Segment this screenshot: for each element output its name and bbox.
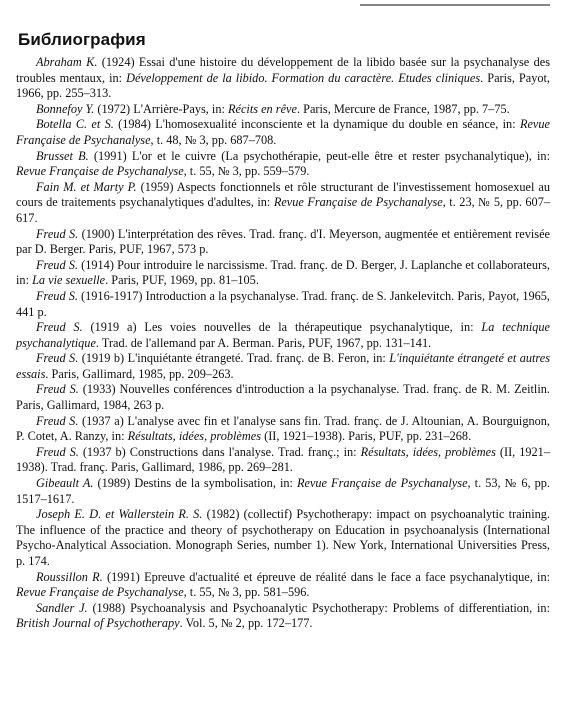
entry-author: Freud S. bbox=[36, 320, 83, 335]
bibliography-entry bbox=[16, 476, 550, 507]
entry-text: (1937 b) Constructions dans l'analyse. Trad. franç.; in: bbox=[78, 444, 361, 459]
entry-source-title: Revue Française de Psychanalyse bbox=[16, 164, 184, 179]
entry-author: Brusset B. bbox=[36, 148, 89, 163]
bibliography-entry bbox=[16, 227, 550, 258]
bibliography-entry bbox=[16, 149, 550, 180]
bibliography-entry bbox=[16, 414, 550, 445]
entry-author: Joseph E. D. et Wallerstein R. S. bbox=[36, 507, 203, 522]
entry-text: (1916-1917) Introduction a la psychanalyse. Trad. franç. de S. Jankelevitch. Paris, Payot, 1965, 441 p. bbox=[16, 288, 550, 319]
entry-source-title: Récits en rêve bbox=[227, 101, 297, 116]
entry-text: (1900) L'interprétation des rêves. Trad. franç. d'I. Meyerson, augmentée et entièrement revisée par D. Berger. Paris, PUF, 1967, 573 p. bbox=[16, 226, 550, 257]
bibliography-entry bbox=[16, 289, 550, 320]
bibliography-entry bbox=[16, 180, 550, 227]
entry-text-end: . Paris, Mercure de France, 1987, pp. 7–75. bbox=[296, 101, 510, 116]
entry-text: (1972) L'Arrière-Pays, in: bbox=[94, 101, 228, 116]
entry-author: Freud S. bbox=[36, 257, 78, 272]
entry-text: (1937 a) L'analyse avec fin et l'analyse sans fin. Trad. franç. de J. Altounian, A. Bourguignon, P. Cotet, A. Ranzy, in: bbox=[16, 413, 550, 444]
entry-author: Freud S. bbox=[36, 226, 79, 241]
top-rule bbox=[360, 4, 550, 10]
entry-author: Freud S. bbox=[36, 351, 79, 366]
entry-source-title: Revue Française de Psychanalyse bbox=[296, 476, 468, 491]
entry-text: (1919 b) L'inquiétante étrangeté. Trad. franç. de B. Feron, in: bbox=[78, 351, 390, 366]
entry-text-end: (II, 1921–1938). Trad. franç. Paris, Gallimard, 1986, pp. 269–281. bbox=[16, 444, 550, 475]
entry-text-end: . Vol. 5, № 2, pp. 172–177. bbox=[179, 616, 313, 631]
bibliography-entry bbox=[16, 102, 550, 118]
entry-text-end: . Paris, PUF, 1969, pp. 81–105. bbox=[105, 273, 259, 288]
entry-text-end: . Trad. de l'allemand par A. Berman. Paris, PUF, 1967, pp. 131–141. bbox=[95, 335, 432, 350]
entry-text: (1914) Pour introduire le narcissisme. Trad. franç. de D. Berger, J. Laplanche et collaborateurs, in: bbox=[16, 257, 550, 288]
entry-text: (1988) Psychoanalysis and Psychoanalytic Psychotherapy: Problems of differentiation, in: bbox=[87, 600, 550, 615]
entry-author: Freud S. bbox=[36, 413, 79, 428]
bibliography-entry bbox=[16, 351, 550, 382]
section-heading: Библиография bbox=[18, 30, 146, 49]
entry-source-title: La vie sexuelle bbox=[32, 273, 106, 288]
bibliography-entry bbox=[16, 258, 550, 289]
bibliography-entry bbox=[16, 507, 550, 569]
entry-text: (1982) (collectif) Psychotherapy: impact on psychoanalytic training. The influence of the practice and theory of psychotherapy on Education in psychoanalysis (International Psycho-Analytical Association. Monograph Series, number 1). New York, International Universities Press, p. 174. bbox=[16, 507, 550, 568]
entry-text: (1989) Destins de la symbolisation, in: bbox=[93, 476, 297, 491]
entry-text-end: , t. 23, № 5, pp. 607–617. bbox=[16, 195, 550, 225]
entry-text-end: . Paris, Payot, 1966, pp. 255–313. bbox=[16, 70, 551, 101]
bibliography-entry bbox=[16, 601, 550, 632]
entry-author: Gibeault A. bbox=[36, 476, 94, 491]
entry-text: (1991) L'or et le cuivre (La psychothérapie, peut-elle être et rester psychanalytique), in: bbox=[88, 148, 550, 163]
entry-text-end: . Paris, Gallimard, 1985, pp. 209–263. bbox=[45, 366, 234, 381]
bibliography-entry bbox=[16, 382, 550, 413]
entry-text: (1919 a) Les voies nouvelles de la thérapeutique psychanalytique, in: bbox=[82, 320, 482, 335]
bibliography-list bbox=[16, 55, 550, 632]
entry-source-title: Revue Française de Psychanalyse bbox=[16, 117, 550, 147]
entry-author: Abraham K. bbox=[36, 55, 98, 69]
entry-author: Fain M. et Marty P. bbox=[36, 179, 137, 194]
bibliography-entry bbox=[16, 117, 550, 148]
entry-source-title: Revue Française de Psychanalyse bbox=[273, 195, 443, 210]
entry-author: Freud S. bbox=[36, 288, 78, 303]
entry-text: (1959) Aspects fonctionnels et rôle structurant de l'investissement homosexuel au cours de traitements psychanalytiques d'adultes, in: bbox=[16, 179, 551, 210]
entry-author: Freud S. bbox=[36, 444, 79, 459]
entry-text: (1933) Nouvelles conférences d'introduction a la psychanalyse. Trad. franç. de R. M. Zeitlin. Paris, Gallimard, 1984, 263 p. bbox=[16, 382, 550, 413]
entry-text-end: , t. 55, № 3, pp. 559–579. bbox=[183, 164, 310, 179]
entry-text-end: (II, 1921–1938). Paris, PUF, pp. 231–268. bbox=[261, 429, 472, 444]
entry-text-end: , t. 48, № 3, pp. 687–708. bbox=[150, 132, 277, 147]
entry-author: Botella C. et S. bbox=[36, 117, 114, 132]
entry-author: Sandler J. bbox=[36, 600, 88, 615]
entry-text: (1991) Epreuve d'actualité et épreuve de réalité dans le face a face psychanalytique, in: bbox=[102, 569, 551, 584]
bibliography-entry bbox=[16, 55, 550, 102]
entry-text: (1984) L'homosexualité inconsciente et la dynamique du double en séance, in: bbox=[113, 117, 520, 132]
entry-source-title: L'inquiétante étrangeté et autres essais bbox=[16, 351, 550, 381]
entry-source-title: La technique psychanalytique bbox=[16, 320, 550, 350]
bibliography-entry bbox=[16, 570, 550, 601]
entry-source-title: British Journal of Psychotherapy bbox=[16, 616, 180, 631]
entry-text-end: , t. 53, № 6, pp. 1517–1617. bbox=[16, 476, 550, 506]
bibliography-entry bbox=[16, 320, 550, 351]
entry-source-title: Résultats, idées, problèmes bbox=[360, 444, 496, 459]
bibliography-entry bbox=[16, 445, 550, 476]
entry-text: (1924) Essai d'une histoire du développement de la libido basée sur la psychanalyse des troubles mentaux, in: bbox=[16, 55, 551, 85]
entry-author: Freud S. bbox=[36, 382, 79, 397]
entry-source-title: Revue Française de Psychanalyse bbox=[16, 585, 184, 600]
entry-source-title: Résultats, idées, problèmes bbox=[127, 429, 262, 444]
entry-author: Roussillon R. bbox=[36, 569, 103, 584]
entry-text-end: , t. 55, № 3, pp. 581–596. bbox=[183, 585, 310, 600]
entry-source-title: Développement de la libido. Formation du caractère. Etudes cliniques bbox=[126, 70, 481, 85]
entry-author: Bonnefoy Y. bbox=[36, 101, 95, 116]
